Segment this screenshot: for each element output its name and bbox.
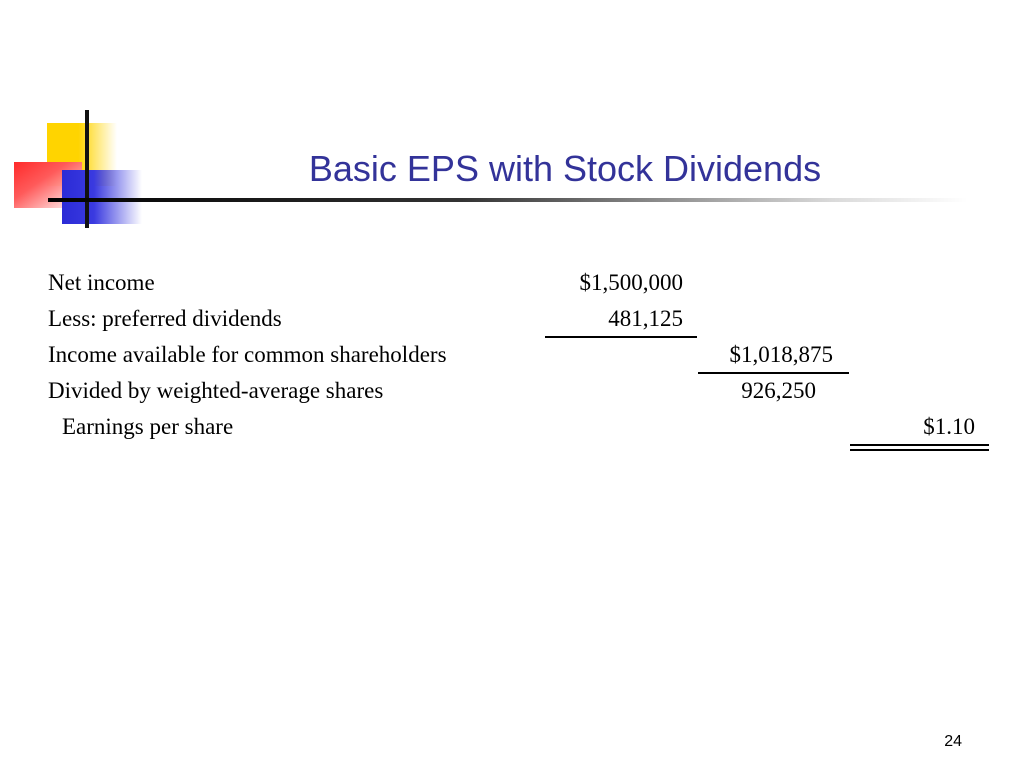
- row-label: Income available for common shareholders: [48, 342, 447, 367]
- row-label: Less: preferred dividends: [48, 306, 282, 331]
- title-underline: [48, 198, 968, 202]
- row-value: $1,018,875: [729, 342, 833, 367]
- subtotal-underline: [698, 372, 849, 374]
- row-value: $1.10: [923, 414, 975, 439]
- row-value: $1,500,000: [579, 270, 683, 295]
- table-row-net-income: [0, 270, 1024, 306]
- row-label: Earnings per share: [62, 414, 234, 439]
- row-label: Net income: [48, 270, 155, 295]
- total-double-underline: [850, 444, 989, 451]
- slide-title: Basic EPS with Stock Dividends: [308, 148, 822, 189]
- table-row-preferred-dividends: [0, 306, 1024, 342]
- table-row-weighted-shares: [0, 378, 1024, 414]
- subtotal-underline: [545, 336, 697, 338]
- row-value: 481,125: [608, 306, 683, 331]
- page-number: 24: [944, 733, 962, 750]
- slide-decoration: [0, 0, 160, 240]
- row-label: Divided by weighted-average shares: [48, 378, 384, 403]
- table-row-income-available: [0, 342, 1024, 378]
- row-value: 926,250: [741, 378, 816, 403]
